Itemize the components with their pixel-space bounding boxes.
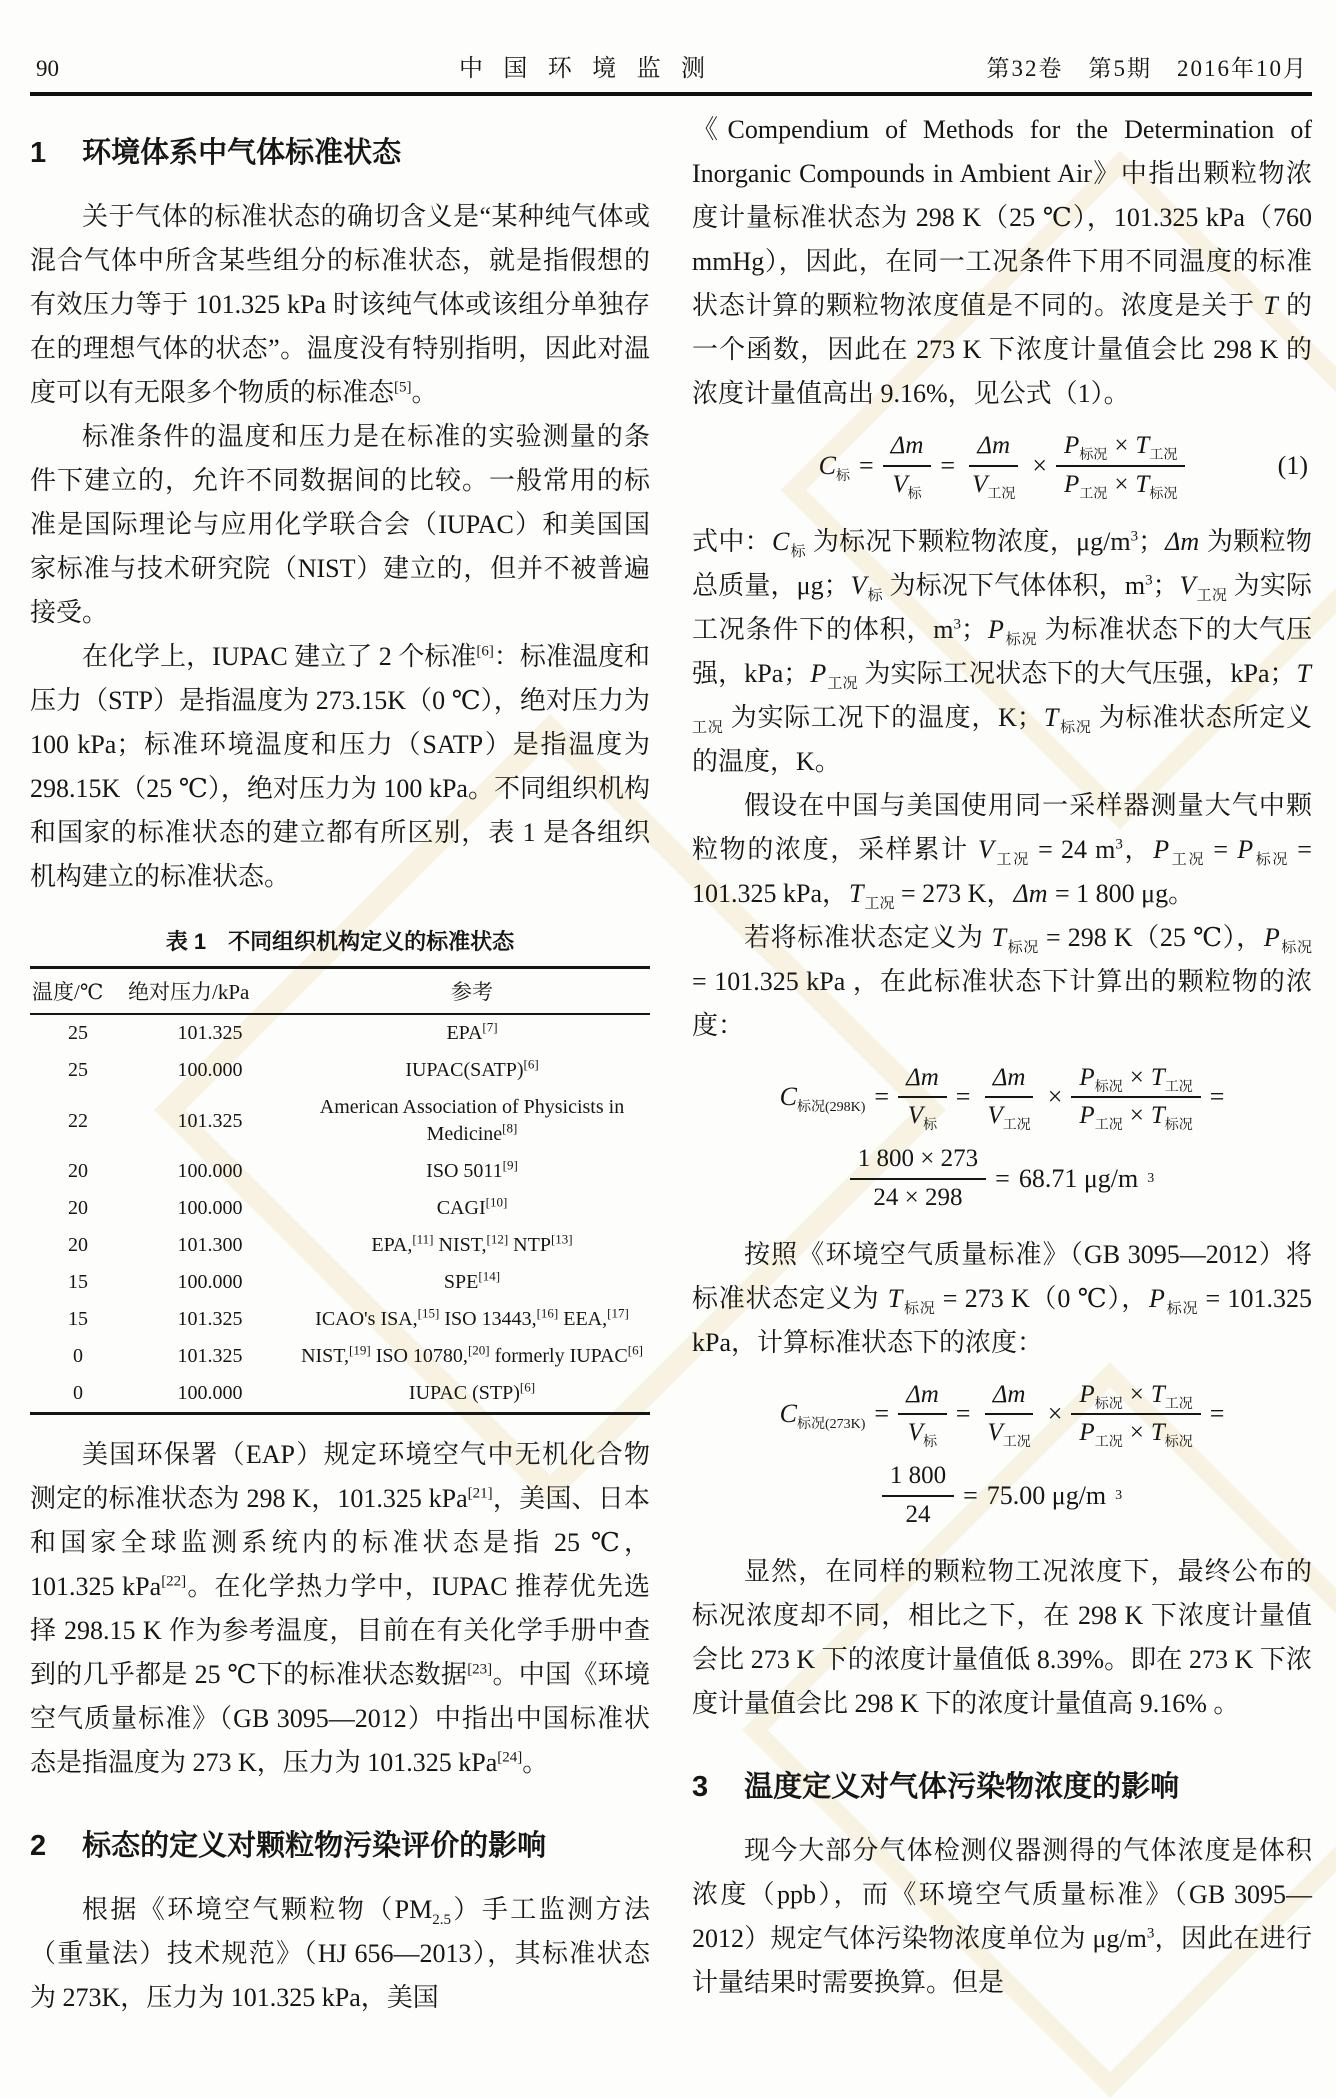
page-header xyxy=(36,48,1308,83)
paragraph-symbol-definitions: 式中：$C_标$ 为标况下颗粒物浓度，$\mu g/m^3$；Δm 为颗粒物总质量，μg；$V_标$ 为标况下气体体积，$m^3$；$V_{工况}$ 为实际工况条件下的体积，$m^3$；$P_{标况}$ 为标准状态下的大气压强，kPa；$P_{工况}$ 为实际工况状态下的大气压强，kPa；$T_{工况}$ 为实际工况下的温度，K；$T_{标况}$ 为标准状态所定义的温度，K。 xyxy=(692,526,1312,776)
paragraph-standard-state-definition: 关于气体的标准状态的确切含义是“某种纯气体或混合气体中所含某些组分的标准状态，就是指假想的有效压力等于 101.325 kPa 时该纯气体或该组分单独存在的理想气体的状态”。温度没有特别指明，因此对温度可以有无限多个物质的标准态[5]。 xyxy=(30,202,650,407)
formula-line: $C_{标况(298K)}$ = $\frac{\Delta m}{V_标}$ = $\frac{\Delta m}{V_{工况}}$ × $P_{标况}$ × $T_{工况}$ $P_{工况}$ × $T_{标况}$ = xyxy=(779,1063,1225,1134)
section-number: 1 xyxy=(30,137,47,169)
left-column xyxy=(30,100,650,2020)
paragraph-comparison-result: 显然，在同样的颗粒物工况浓度下，最终公布的标况浓度却不同，相比之下，在 298 K 下浓度计量值会比 273 K 下的浓度计量值低 8.39%。即在 273 K 下浓度计量值会比 298 K 下的浓度计量值高 9.16% 。 xyxy=(692,1556,1312,1718)
table-row xyxy=(30,1052,650,1089)
cell-pressure: 100.000 xyxy=(177,1197,243,1219)
section-number: 2 xyxy=(30,1830,47,1862)
column-header-reference: 参考 xyxy=(294,968,650,1015)
section-title: 环境体系中气体标准状态 xyxy=(82,137,402,169)
table-row xyxy=(30,1190,650,1227)
table-row xyxy=(30,1089,650,1153)
table-header xyxy=(30,968,650,1015)
paragraph-gas-concentration-units: 现今大部分气体检测仪器测得的气体浓度是体积浓度（ppb），而《环境空气质量标准》（GB 3095—2012）规定气体污染物浓度单位为 $\mu g/m^3$，因此在进行计量结果时需要换算。但是 xyxy=(692,1835,1312,1997)
table-row xyxy=(30,1264,650,1301)
table-row xyxy=(30,1153,650,1190)
formula-line: $C_标$ = $\frac{\Delta m}{V_标}$ = $\frac{\Delta m}{V_{工况}}$ × $P_{标况}$ × $T_{工况}$ $P_{工况}$ × $T_{标况}$ xyxy=(692,432,1312,500)
table-row xyxy=(30,1301,650,1338)
cell-temperature: 20 xyxy=(68,1160,88,1182)
cell-pressure: 100.000 xyxy=(177,1271,243,1293)
journal-title: 中国环境监测 xyxy=(458,56,726,82)
section-heading-1 xyxy=(30,130,650,171)
cell-reference: IUPAC (STP)[6] xyxy=(408,1379,536,1404)
cell-temperature: 20 xyxy=(68,1234,88,1256)
cell-reference: American Association of Physicists in Medicine[8] xyxy=(319,1096,625,1145)
cell-temperature: 22 xyxy=(68,1109,88,1132)
section-heading-3 xyxy=(692,1764,1312,1805)
cell-pressure: 101.300 xyxy=(177,1234,243,1256)
paragraph-sampling-assumption: 假设在中国与美国使用同一采样器测量大气中颗粒物的浓度，采样累计 $V_{工况} = 24$ $m^3$，$P_{工况} = P_{标况} = 101.325$ kPa，$T_{工况} = 273$ K，Δm = 1 800 μg。 xyxy=(692,790,1312,912)
cell-pressure: 101.325 xyxy=(177,1308,243,1330)
equation-concentration-273k xyxy=(692,1381,1312,1530)
cell-reference: EPA,[11] NIST,[12] NTP[13] xyxy=(371,1231,573,1256)
page-body xyxy=(30,100,1312,2020)
page-number: 90 xyxy=(36,56,59,81)
equation-1 xyxy=(692,432,1312,500)
paragraph-iupac-standards: 在化学上，IUPAC 建立了 2 个标准[6]：标准温度和压力（STP）是指温度为 273.15K（0 ℃），绝对压力为 100 kPa；标准环境温度和压力（SATP）是指温度为 298.15K（25 ℃），绝对压力为 100 kPa。不同组织机构和国家的标准状态的建立都有所区别，表 1 是各组织机构建立的标准状态。 xyxy=(30,642,650,891)
issue-info: 第32卷 第5期 2016年10月 xyxy=(986,56,1308,81)
cell-reference: IUPAC(SATP)[6] xyxy=(405,1056,539,1081)
cell-reference: EPA[7] xyxy=(446,1019,498,1044)
formula-line: $\frac{1 800 \times 273}{24 \times 298}$ = 68.71 μg/m 3 xyxy=(692,1145,1312,1213)
equation-number: (1) xyxy=(1277,450,1308,480)
header-rule xyxy=(30,92,1312,96)
table-row xyxy=(30,1227,650,1264)
paragraph-standard-conditions: 标准条件的温度和压力是在标准的实验测量的条件下建立的，允许不同数据间的比较。一般常用的标准是国际理论与应用化学联合会（IUPAC）和美国国家标准与技术研究院（NIST）建立的，但并不被普遍接受。 xyxy=(30,422,650,627)
paragraph-epa-china-states: 美国环保署（EAP）规定环境空气中无机化合物测定的标准状态为 298 K，101.325 kPa[21]，美国、日本和国家全球监测系统内的标准状态是指 25 ℃，101.325 kPa[22]。在化学热力学中，IUPAC 推荐优先选择 298.15 K 作为参考温度，目前在有关化学手册中查到的几乎都是 25 ℃下的标准状态数据[23]。中国《环境空气质量标准》（GB 3095—2012）中指出中国标准状态是指温度为 273 K，压力为 101.325 kPa[24]。 xyxy=(30,1440,650,1777)
standards-table-body xyxy=(30,1014,650,1414)
cell-pressure: 101.325 xyxy=(177,1345,243,1367)
paragraph-298k-case: 若将标准状态定义为 $T_{标况} = 298$ K（25 ℃），$P_{标况} = 101.325$ kPa ，在此标准状态下计算出的颗粒物的浓度： xyxy=(692,922,1312,1040)
section-number: 3 xyxy=(692,1770,709,1803)
cell-reference: ISO 5011[9] xyxy=(426,1157,518,1182)
cell-reference: CAGI[10] xyxy=(436,1194,508,1219)
cell-temperature: 15 xyxy=(68,1271,88,1293)
paragraph-273k-case: 按照《环境空气质量标准》（GB 3095—2012）将标准状态定义为 $T_{标况} = 273$ K（0 ℃），$P_{标况} = 101.325$ kPa，计算标准状态下的浓度： xyxy=(692,1239,1312,1357)
cell-pressure: 100.000 xyxy=(177,1160,243,1182)
standards-table xyxy=(30,966,650,1415)
cell-pressure: 100.000 xyxy=(177,1382,243,1404)
right-column xyxy=(692,100,1312,2020)
cell-pressure: 101.325 xyxy=(177,1022,243,1044)
cell-temperature: 0 xyxy=(73,1345,83,1367)
cell-reference: SPE[14] xyxy=(443,1268,501,1293)
cell-temperature: 25 xyxy=(68,1022,88,1044)
table-row xyxy=(30,1338,650,1375)
table-row xyxy=(30,1375,650,1414)
cell-temperature: 0 xyxy=(73,1382,83,1404)
formula-line: $\frac{1 800}{24}$ = 75.00 μg/m 3 xyxy=(692,1462,1312,1530)
equation-concentration-298k xyxy=(692,1064,1312,1213)
cell-reference: ICAO's ISA,[15] ISO 13443,[16] EEA,[17] xyxy=(315,1305,629,1330)
formula-line: $C_{标况(273K)}$ = $\frac{\Delta m}{V_标}$ = $\frac{\Delta m}{V_{工况}}$ × $P_{标况}$ × $T_{工况}$ $P_{工况}$ × $T_{标况}$ = xyxy=(779,1380,1225,1451)
cell-temperature: 20 xyxy=(68,1197,88,1219)
section-title: 温度定义对气体污染物浓度的影响 xyxy=(744,1770,1180,1803)
section-title: 标态的定义对颗粒物污染评价的影响 xyxy=(82,1830,547,1862)
table-caption: 表 1 不同组织机构定义的标准状态 xyxy=(165,929,515,954)
column-header-temperature: 温度/℃ xyxy=(30,968,126,1015)
column-header-pressure: 绝对压力/kPa xyxy=(126,968,294,1015)
cell-pressure: 101.325 xyxy=(177,1109,243,1132)
cell-temperature: 15 xyxy=(68,1308,88,1330)
cell-pressure: 100.000 xyxy=(177,1059,243,1081)
paragraph-pm25-spec: 根据《环境空气颗粒物$(PM_{2.5})$手工监测方法（重量法）技术规范》（HJ 656—2013），其标准状态为 273K，压力为 101.325 kPa，美国 xyxy=(30,1895,650,2012)
paragraph-compendium: 《Compendium of Methods for the Determination of Inorganic Compounds in Ambient Air》中指出颗粒物浓度计量标准状态为 298 K（25 ℃），101.325 kPa（760 mmHg），因此，在同一工况条件下用不同温度的标准状态计算的颗粒物浓度值是不同的。浓度是关于 T 的一个函数，因此在 273 K 下浓度计量值会比 298 K 的浓度计量值高出 9.16%，见公式（1）。 xyxy=(692,115,1312,408)
cell-temperature: 25 xyxy=(68,1059,88,1081)
section-heading-2 xyxy=(30,1823,650,1864)
table-row xyxy=(30,1014,650,1052)
cell-reference: NIST,[19] ISO 10780,[20] formerly IUPAC[6] xyxy=(301,1342,643,1367)
